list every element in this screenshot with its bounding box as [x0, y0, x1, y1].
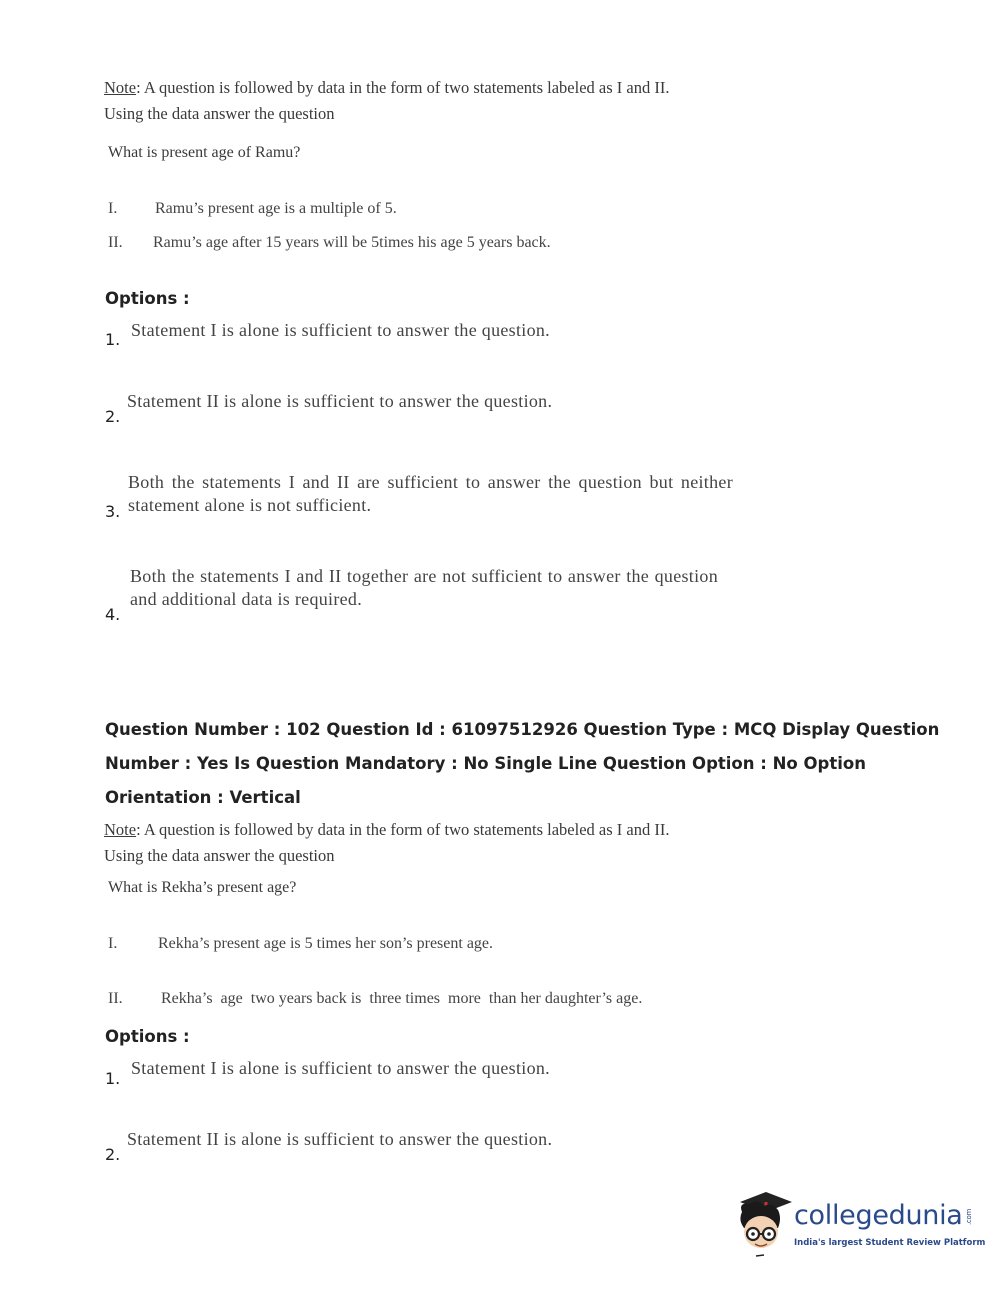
- q2-option-1-num: 1.: [105, 1069, 121, 1088]
- q1-option-2-num: 2.: [105, 407, 121, 426]
- q1-option-4-num: 4.: [105, 605, 121, 624]
- q2-note-line2: Using the data answer the question: [104, 846, 335, 865]
- q1-option-2-text[interactable]: Statement II is alone is sufficient to answer the question.: [127, 391, 553, 411]
- q1-statement-2-text: Ramu’s age after 15 years will be 5times his age 5 years back.: [153, 234, 551, 251]
- q1-option-1-num: 1.: [105, 330, 121, 349]
- q1-statement-2-num: II.: [108, 234, 123, 251]
- mascot-icon: [732, 1188, 792, 1258]
- q1-statement-1-text: Ramu’s present age is a multiple of 5.: [155, 200, 397, 217]
- q1-option-3-text[interactable]: Both the statements I and II are sufficient to answer the question but neither statement alone is not sufficient.: [128, 472, 733, 515]
- logo-brand: [794, 1200, 977, 1231]
- q2-options-label: Options :: [105, 1027, 190, 1046]
- logo-brand-text: collegedunia: [794, 1200, 963, 1231]
- q1-note-line2: Using the data answer the question: [104, 104, 335, 123]
- q1-note: [104, 78, 669, 98]
- q2-option-2-text[interactable]: Statement II is alone is sufficient to answer the question.: [127, 1129, 553, 1149]
- q2-statement-1-text: Rekha’s present age is 5 times her son’s present age.: [158, 935, 494, 952]
- q1-option-4-text[interactable]: Both the statements I and II together are not sufficient to answer the question and additional data is required.: [130, 566, 718, 609]
- q2-note-label: Note: [104, 820, 137, 839]
- q1-options-label: Options :: [105, 289, 190, 308]
- collegedunia-logo: [732, 1188, 986, 1258]
- q1-note-text: : A question is followed by data in the form of two statements labeled as I and II.: [136, 78, 670, 97]
- logo-tagline: India's largest Student Review Platform: [794, 1238, 986, 1248]
- q2-meta-line1: Question Number : 102 Question Id : 61097512926 Question Type : MCQ Display Question: [105, 720, 940, 739]
- q1-statement-1-num: I.: [108, 200, 118, 217]
- q2-option-2-num: 2.: [105, 1145, 121, 1164]
- q1-question: What is present age of Ramu?: [108, 144, 301, 161]
- q2-statement-2-num: II.: [108, 990, 123, 1007]
- q2-meta-line2: Number : Yes Is Question Mandatory : No Single Line Question Option : No Option: [105, 754, 866, 773]
- q2-question: What is Rekha’s present age?: [108, 879, 297, 896]
- q1-option-1-text[interactable]: Statement I is alone is sufficient to answer the question.: [131, 320, 550, 340]
- logo-suffix: .com: [964, 1208, 973, 1225]
- q2-meta-line3: Orientation : Vertical: [105, 788, 301, 807]
- q2-option-1-text[interactable]: Statement I is alone is sufficient to answer the question.: [131, 1058, 550, 1078]
- q1-option-3-num: 3.: [105, 502, 121, 521]
- q1-note-label: Note: [104, 78, 137, 97]
- q2-statement-1-num: I.: [108, 935, 118, 952]
- q2-note: [104, 820, 669, 840]
- q2-note-text: : A question is followed by data in the form of two statements labeled as I and II.: [136, 820, 670, 839]
- q2-statement-2-text: Rekha’s age two years back is three times more than her daughter’s age.: [161, 990, 643, 1007]
